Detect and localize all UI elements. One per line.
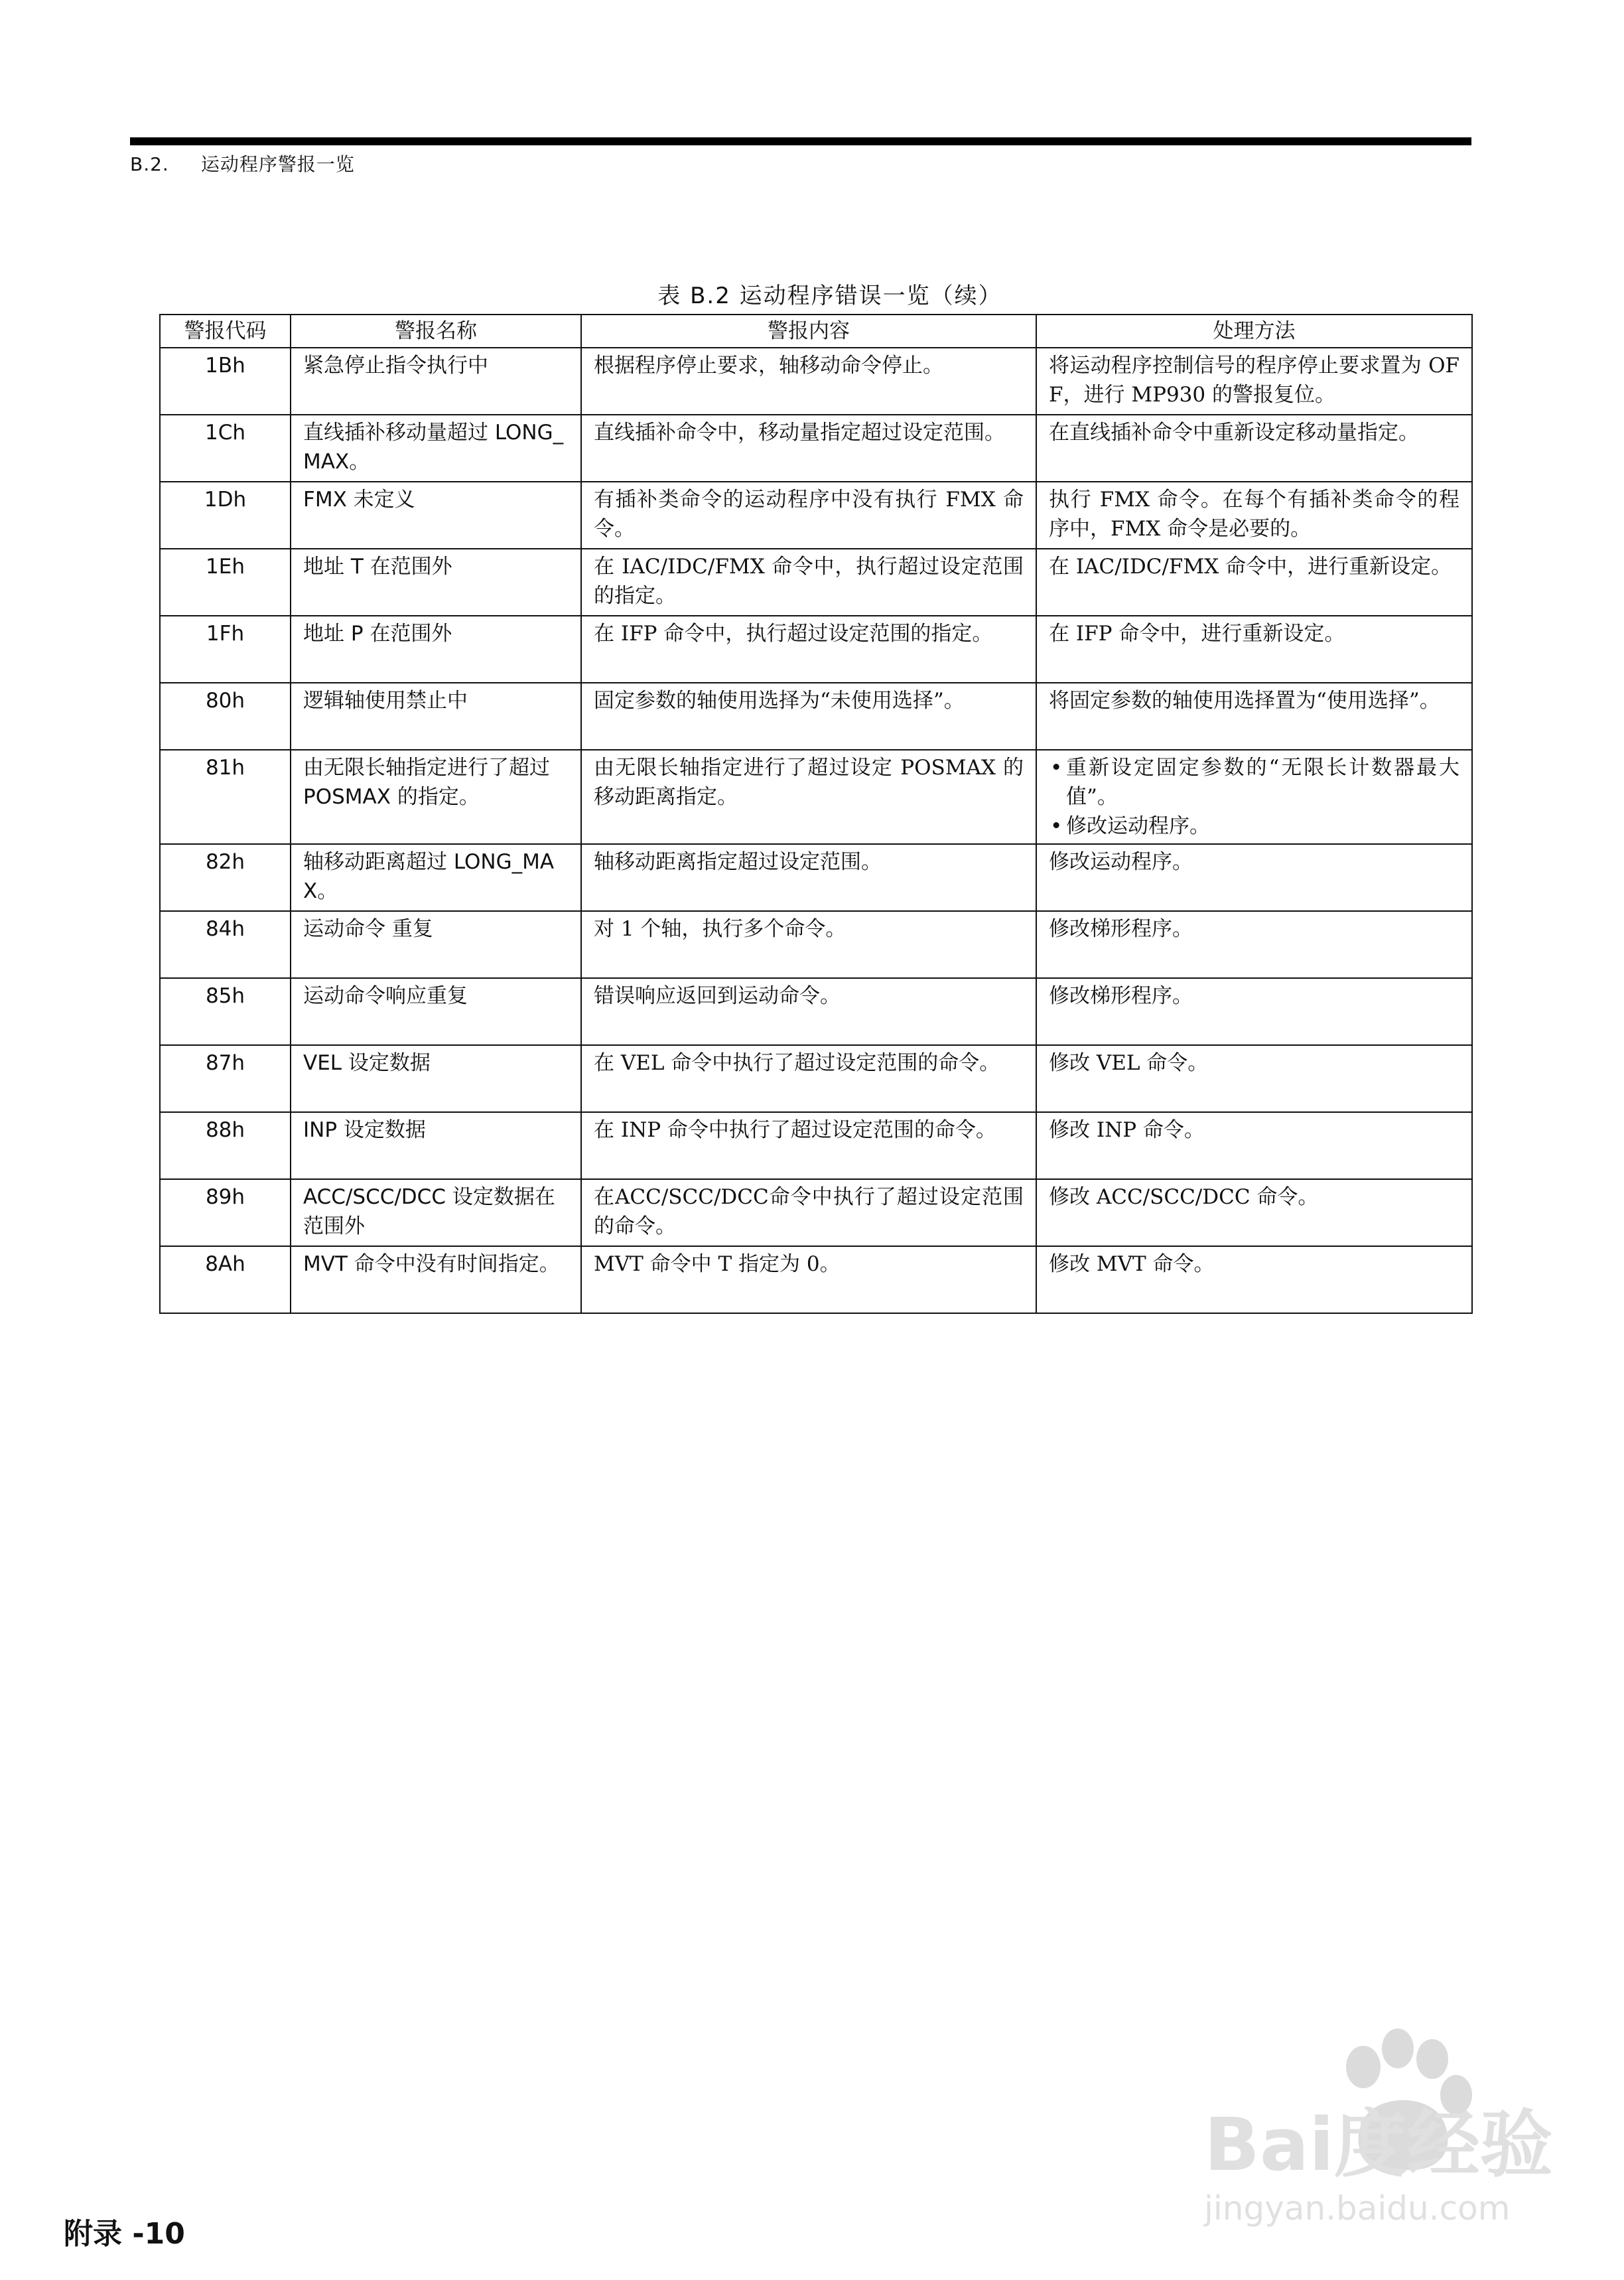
table-row [160, 482, 1472, 549]
alarm-remedy: 修改 MVT 命令。 [1036, 1246, 1472, 1313]
table-header-row [160, 315, 1472, 348]
table-row [160, 844, 1472, 911]
alarm-remedy: 将固定参数的轴使用选择置为“使用选择”。 [1036, 683, 1472, 750]
alarm-remedy: 修改 VEL 命令。 [1036, 1045, 1472, 1112]
alarm-remedy: 在直线插补命令中重新设定移动量指定。 [1036, 415, 1472, 482]
alarm-remedy: 修改 ACC/SCC/DCC 命令。 [1036, 1179, 1472, 1246]
alarm-content: 对 1 个轴，执行多个命令。 [581, 911, 1036, 978]
alarm-name: MVT 命令中没有时间指定。 [291, 1246, 581, 1313]
table-row [160, 683, 1472, 750]
top-rule [130, 137, 1471, 145]
alarm-remedy [1036, 750, 1472, 844]
alarm-name: INP 设定数据 [291, 1112, 581, 1179]
remedy-list [1049, 753, 1459, 841]
table-row [160, 978, 1472, 1045]
alarm-code: 85h [160, 978, 291, 1045]
alarm-name: 由无限长轴指定进行了超过 POSMAX 的指定。 [291, 750, 581, 844]
baidu-jingyan-watermark [1164, 2021, 1562, 2240]
alarm-remedy: 修改梯形程序。 [1036, 978, 1472, 1045]
alarm-name: 运动命令 重复 [291, 911, 581, 978]
alarm-name: ACC/SCC/DCC 设定数据在范围外 [291, 1179, 581, 1246]
table-row [160, 911, 1472, 978]
alarm-name: 地址 P 在范围外 [291, 616, 581, 683]
alarm-code: 1Dh [160, 482, 291, 549]
alarm-remedy: 修改 INP 命令。 [1036, 1112, 1472, 1179]
alarm-name: VEL 设定数据 [291, 1045, 581, 1112]
alarm-content: 固定参数的轴使用选择为“未使用选择”。 [581, 683, 1036, 750]
alarm-content: 有插补类命令的运动程序中没有执行 FMX 命令。 [581, 482, 1036, 549]
alarm-code: 89h [160, 1179, 291, 1246]
table-caption: 表 B.2 运动程序错误一览（续） [657, 283, 1002, 309]
alarm-code: 1Ch [160, 415, 291, 482]
alarm-name: 地址 T 在范围外 [291, 549, 581, 616]
table-row [160, 616, 1472, 683]
table-row [160, 1112, 1472, 1179]
watermark-brand: Bai度经验 [1204, 2102, 1553, 2187]
alarm-name: 运动命令响应重复 [291, 978, 581, 1045]
section-header [130, 150, 355, 177]
alarm-content: 错误响应返回到运动命令。 [581, 978, 1036, 1045]
remedy-list-item: • 重新设定固定参数的“无限长计数器最大值”。 [1049, 753, 1459, 812]
alarm-remedy: 在 IFP 命令中，进行重新设定。 [1036, 616, 1472, 683]
alarm-code: 1Fh [160, 616, 291, 683]
section-number: B.2. [130, 153, 169, 175]
column-header-remedy: 处理方法 [1036, 315, 1472, 348]
alarm-content: 在ACC/SCC/DCC命令中执行了超过设定范围的命令。 [581, 1179, 1036, 1246]
section-title: 运动程序警报一览 [200, 153, 355, 175]
column-header-name: 警报名称 [291, 315, 581, 348]
remedy-list-item: • 修改运动程序。 [1049, 812, 1459, 841]
alarm-content: 在 INP 命令中执行了超过设定范围的命令。 [581, 1112, 1036, 1179]
alarm-content: 根据程序停止要求，轴移动命令停止。 [581, 348, 1036, 415]
alarm-table [159, 314, 1473, 1314]
alarm-code: 87h [160, 1045, 291, 1112]
alarm-name: 直线插补移动量超过 LONG_MAX。 [291, 415, 581, 482]
table-row [160, 348, 1472, 415]
watermark-url: jingyan.baidu.com [1204, 2189, 1511, 2228]
alarm-content: MVT 命令中 T 指定为 0。 [581, 1246, 1036, 1313]
alarm-remedy: 修改运动程序。 [1036, 844, 1472, 911]
alarm-name: 轴移动距离超过 LONG_MAX。 [291, 844, 581, 911]
table-row [160, 750, 1472, 844]
page-number: 附录 -10 [64, 2217, 185, 2251]
alarm-content: 在 VEL 命令中执行了超过设定范围的命令。 [581, 1045, 1036, 1112]
alarm-code: 84h [160, 911, 291, 978]
table-row [160, 1179, 1472, 1246]
alarm-name: FMX 未定义 [291, 482, 581, 549]
table-row [160, 1045, 1472, 1112]
alarm-content: 在 IAC/IDC/FMX 命令中，执行超过设定范围的指定。 [581, 549, 1036, 616]
alarm-code: 1Eh [160, 549, 291, 616]
alarm-remedy: 将运动程序控制信号的程序停止要求置为 OFF，进行 MP930 的警报复位。 [1036, 348, 1472, 415]
alarm-code: 81h [160, 750, 291, 844]
alarm-code: 8Ah [160, 1246, 291, 1313]
column-header-code: 警报代码 [160, 315, 291, 348]
alarm-code: 88h [160, 1112, 291, 1179]
alarm-code: 1Bh [160, 348, 291, 415]
alarm-remedy: 执行 FMX 命令。在每个有插补类命令的程序中，FMX 命令是必要的。 [1036, 482, 1472, 549]
alarm-code: 82h [160, 844, 291, 911]
alarm-name: 紧急停止指令执行中 [291, 348, 581, 415]
table-row [160, 415, 1472, 482]
alarm-content: 由无限长轴指定进行了超过设定 POSMAX 的移动距离指定。 [581, 750, 1036, 844]
table-row [160, 549, 1472, 616]
alarm-name: 逻辑轴使用禁止中 [291, 683, 581, 750]
alarm-content: 直线插补命令中，移动量指定超过设定范围。 [581, 415, 1036, 482]
alarm-code: 80h [160, 683, 291, 750]
table-body [160, 348, 1472, 1313]
alarm-remedy: 在 IAC/IDC/FMX 命令中，进行重新设定。 [1036, 549, 1472, 616]
alarm-content: 在 IFP 命令中，执行超过设定范围的指定。 [581, 616, 1036, 683]
alarm-remedy: 修改梯形程序。 [1036, 911, 1472, 978]
alarm-content: 轴移动距离指定超过设定范围。 [581, 844, 1036, 911]
column-header-content: 警报内容 [581, 315, 1036, 348]
table-row [160, 1246, 1472, 1313]
